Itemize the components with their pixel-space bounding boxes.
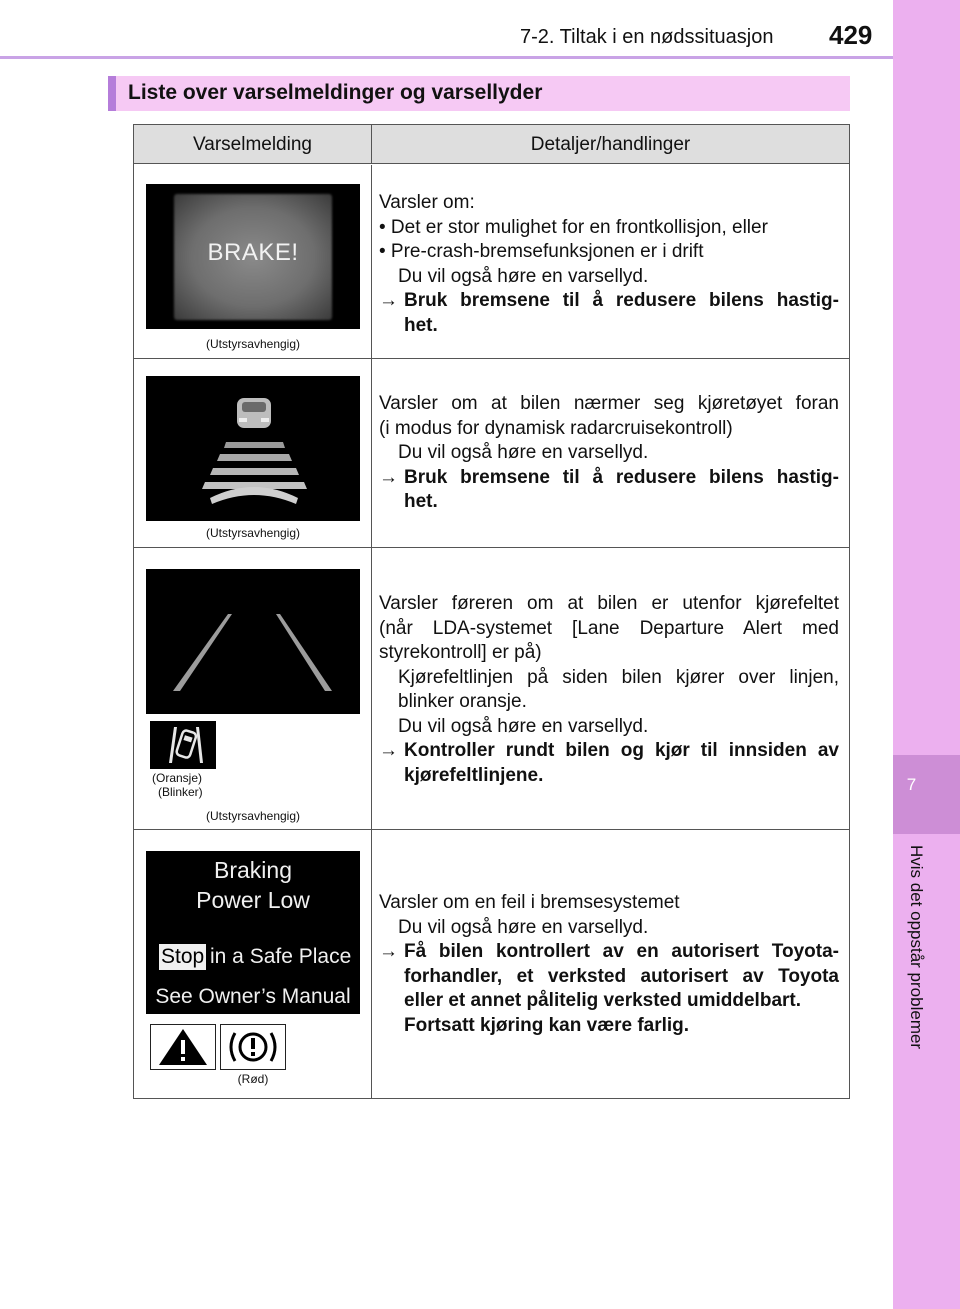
details-line: Du vil også høre en varsellyd.: [398, 442, 649, 463]
screen-line: Braking: [214, 857, 292, 883]
table-row: [134, 165, 849, 359]
column-header-details: Detaljer/handlinger: [372, 125, 849, 164]
lane-departure-display: [146, 569, 360, 714]
image-caption: (Utstyrsavhengig): [205, 337, 301, 351]
details-line: (når LDA-systemet [Lane Departure Alert med: [379, 617, 839, 639]
page-number: 429: [829, 20, 873, 50]
warning-triangle-indicator: [150, 1024, 216, 1070]
screen-line: See Owner’s Manual: [155, 985, 351, 1008]
header-rule: [0, 56, 893, 59]
message-cell: [134, 830, 372, 1098]
indicator-color-caption: (Oransje): [152, 771, 203, 785]
action-line: [379, 965, 839, 990]
braking-power-low-display: [146, 851, 360, 1014]
brake-system-indicator: [220, 1024, 286, 1070]
section-title-bar: [108, 76, 850, 111]
screen-line: in a Safe Place: [210, 945, 352, 968]
action-line: [379, 314, 839, 339]
action-line: [379, 739, 839, 764]
action-text: kjørefeltlinjene.: [404, 764, 544, 786]
chapter-side-band: [893, 0, 960, 1309]
details-line: • Pre-crash-bremsefunksjonen er i drift: [379, 241, 704, 262]
details-line: Du vil også høre en varsellyd.: [398, 715, 649, 737]
details-line: Du vil også høre en varsellyd.: [398, 916, 649, 938]
action-line: [379, 466, 839, 491]
running-head: 7-2. Tiltak i en nødssituasjon: [520, 26, 774, 48]
details-cell: [379, 392, 839, 515]
table-row: [134, 548, 849, 830]
brake-warning-icon: [221, 1025, 285, 1069]
lane-departure-car-icon: [150, 721, 216, 769]
details-line: (i modus for dynamisk radarcruisekontroll): [379, 417, 733, 439]
message-cell: [134, 548, 372, 829]
column-header-message: Varselmelding: [134, 125, 372, 164]
details-line: • Det er stor mulighet for en frontkollisjon, eller: [379, 216, 768, 238]
message-cell: [134, 359, 372, 547]
action-text: Kontroller rundt bilen og kjør til innsiden av: [404, 740, 839, 761]
action-line: [379, 490, 839, 515]
brake-display: [146, 184, 360, 329]
action-line: [379, 764, 839, 789]
action-text: Få bilen kontrollert av en autorisert Toyota-: [404, 941, 839, 962]
action-text: eller et annet pålitelig verksted umiddelbart.: [404, 990, 802, 1011]
image-caption: (Utstyrsavhengig): [205, 809, 301, 823]
chapter-number: 7: [906, 775, 917, 794]
indicator-state-caption: (Blinker): [158, 785, 203, 799]
table-row: [134, 830, 849, 1098]
action-text: Fortsatt kjøring kan være farlig.: [404, 1014, 690, 1036]
action-text: Bruk bremsene til å redusere bilens hastig-: [404, 466, 839, 488]
action-text: het.: [404, 491, 438, 512]
stop-highlight: Stop: [161, 945, 205, 968]
approach-display: [146, 376, 360, 521]
lane-indicator: [150, 721, 216, 769]
action-line: [379, 989, 839, 1014]
details-line: Kjørefeltlinjen på siden bilen kjører over linjen,: [398, 666, 839, 688]
action-text: forhandler, et verksted autorisert av Toyota: [404, 965, 839, 987]
screen-line: Power Low: [196, 887, 310, 913]
brake-warning-text: BRAKE!: [207, 239, 299, 266]
action-line: [379, 1014, 839, 1039]
details-line: Du vil også høre en varsellyd.: [398, 265, 649, 287]
action-line: [379, 289, 839, 314]
details-cell: [379, 191, 839, 338]
details-cell: [379, 592, 839, 788]
image-caption: (Utstyrsavhengig): [205, 526, 301, 540]
details-line: Varsler om at bilen nærmer seg kjøretøyet foran: [379, 393, 839, 414]
arrow-icon: →: [379, 466, 398, 488]
details-line: styrekontroll] er på): [379, 642, 542, 663]
warning-table: [133, 124, 850, 1099]
message-cell: [134, 165, 372, 358]
lane-lines-icon: [146, 569, 360, 714]
chapter-title: Hvis det oppstår problemer: [907, 845, 926, 1050]
details-line: Varsler om en feil i bremsesystemet: [379, 892, 680, 913]
action-text: het.: [404, 314, 438, 336]
table-row: [134, 359, 849, 548]
section-title: Liste over varselmeldinger og varsellyder: [128, 81, 543, 104]
action-text: Bruk bremsene til å redusere bilens hastig-: [404, 290, 839, 311]
details-line: Varsler om:: [379, 192, 475, 213]
details-cell: [379, 891, 839, 1038]
indicator-color-caption: (Rød): [237, 1072, 269, 1086]
warning-triangle-icon: [151, 1025, 215, 1069]
action-line: [379, 940, 839, 965]
arrow-icon: →: [379, 290, 398, 311]
arrow-icon: →: [379, 740, 398, 761]
details-line: Varsler føreren om at bilen er utenfor kjørefeltet: [379, 593, 839, 614]
arrow-icon: →: [379, 941, 398, 962]
approach-vehicle-icon: [146, 376, 360, 521]
details-line: blinker oransje.: [398, 691, 527, 712]
